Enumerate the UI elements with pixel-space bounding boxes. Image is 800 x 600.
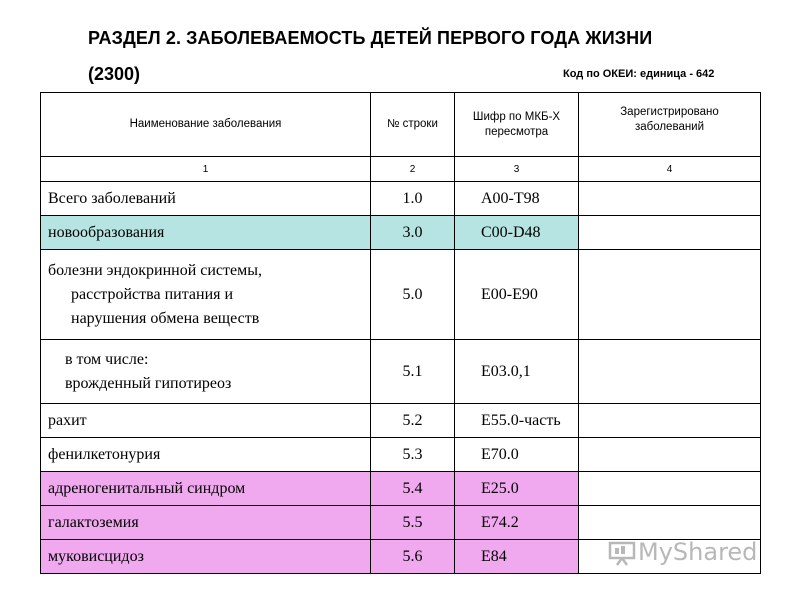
presentation-board-icon [608, 540, 638, 566]
table-header-row [41, 93, 761, 157]
column-number: 2 [371, 157, 455, 182]
line-number: 5.5 [371, 506, 455, 540]
column-header-icd-label: Шифр по МКБ-Х пересмотра [472, 110, 561, 138]
table-row [41, 506, 761, 540]
disease-name-line: нарушения обмена веществ [71, 309, 260, 327]
section-code: (2300) [88, 64, 141, 84]
disease-name [41, 340, 371, 404]
icd-code: E55.0-часть [455, 404, 579, 438]
icd-code: E25.0 [455, 472, 579, 506]
icd-code: E74.2 [455, 506, 579, 540]
watermark-text: MyShared [638, 538, 758, 566]
icd-code: E84 [455, 540, 579, 574]
disease-name: галактоземия [41, 506, 371, 540]
line-number: 5.1 [371, 340, 455, 404]
disease-name [41, 250, 371, 340]
table-row [41, 182, 761, 216]
registered-count[interactable] [579, 340, 761, 404]
disease-name: адреногенитальный синдром [41, 472, 371, 506]
icd-code: E00-E90 [455, 250, 579, 340]
disease-name: новообразования [41, 216, 371, 250]
okei-code: Код по ОКЕИ: единица - 642 [563, 68, 715, 80]
disease-name-line: расстройства питания и [71, 285, 234, 303]
line-number: 1.0 [371, 182, 455, 216]
disease-name-line: в том числе: [65, 350, 149, 368]
column-number: 1 [41, 157, 371, 182]
column-header-registered [579, 93, 761, 157]
registered-count[interactable] [579, 250, 761, 340]
registered-count[interactable] [579, 216, 761, 250]
column-header-icd [455, 93, 579, 157]
table-row [41, 340, 761, 404]
icd-code: A00-T98 [455, 182, 579, 216]
registered-count[interactable] [579, 438, 761, 472]
disease-name: фенилкетонурия [41, 438, 371, 472]
line-number: 5.6 [371, 540, 455, 574]
registered-count[interactable] [579, 506, 761, 540]
disease-name: муковисцидоз [41, 540, 371, 574]
column-numbers-row [41, 157, 761, 182]
disease-name: рахит [41, 404, 371, 438]
table-row [41, 404, 761, 438]
page-title: РАЗДЕЛ 2. ЗАБОЛЕВАЕМОСТЬ ДЕТЕЙ ПЕРВОГО ГОДА ЖИЗНИ [88, 28, 653, 48]
morbidity-table [40, 92, 761, 574]
icd-code: E70.0 [455, 438, 579, 472]
column-header-line-number: № строки [371, 93, 455, 157]
icd-code: C00-D48 [455, 216, 579, 250]
line-number: 5.0 [371, 250, 455, 340]
icd-code: E03.0,1 [455, 340, 579, 404]
disease-name-line: болезни эндокринной системы, [48, 261, 262, 279]
watermark [608, 538, 757, 566]
line-number: 5.2 [371, 404, 455, 438]
line-number: 3.0 [371, 216, 455, 250]
table-row [41, 472, 761, 506]
column-number: 3 [455, 157, 579, 182]
column-header-disease: Наименование заболевания [41, 93, 371, 157]
registered-count[interactable] [579, 472, 761, 506]
column-number: 4 [579, 157, 761, 182]
registered-count[interactable] [579, 404, 761, 438]
column-header-registered-label: Зарегистрировано заболеваний [620, 105, 719, 133]
line-number: 5.3 [371, 438, 455, 472]
table-row [41, 438, 761, 472]
disease-name-line: врожденный гипотиреоз [65, 374, 232, 392]
table-row [41, 250, 761, 340]
table-row [41, 216, 761, 250]
line-number: 5.4 [371, 472, 455, 506]
registered-count[interactable] [579, 182, 761, 216]
disease-name: Всего заболеваний [41, 182, 371, 216]
